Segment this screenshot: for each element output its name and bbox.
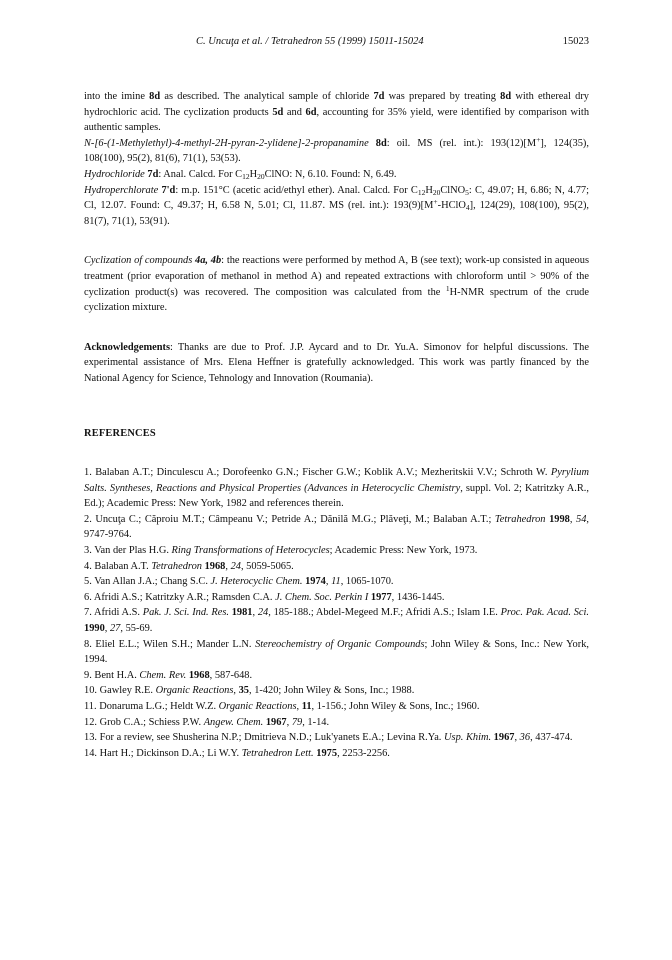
bold-run: 1968 [201,560,226,572]
text-run: , 9747-9764. [84,513,590,541]
text-run: ], 124(35), 108(100), 95(2), 81(6), 71(1), 53(53). [84,137,589,165]
reference-item [84,637,589,668]
text-run: and [283,106,306,118]
italic-run: Pak. J. Sci. Ind. Res. [142,607,229,619]
compound-label: 6d [305,106,317,118]
compound-label: 7d [147,168,159,180]
italic-run: Proc. Pak. Acad. Sci. [500,607,589,619]
text-run: , [252,607,258,619]
compound-label: 7d [373,91,385,102]
text-run: , 1436-1445. [391,591,445,603]
italic-run: 54 [576,513,587,525]
italic-run: 24 [230,560,241,572]
reference-item [84,730,589,746]
text-run: , [296,701,302,712]
running-head-citation: C. Uncuţa et al. / Tetrahedron 55 (1999) 15011-15024 [196,36,424,47]
text-run: , [286,716,292,728]
compound-name: Hydroperchlorate [84,184,159,196]
text-run: , 185-188.; Abdel-Megeed M.F.; Afridi A.S.; Islam I.E. [268,607,501,619]
reference-list [84,465,589,761]
text-run: 5. Van Allan J.A.; Chang S.C. [84,576,211,588]
italic-run: Pyrylium Salts. Syntheses, Reactions and Physical Properties (Advances in Heterocyclic Chemistry [84,467,589,494]
references-heading: REFERENCES [84,427,156,439]
italic-run: Angew. Chem. [203,716,264,728]
text-run: ; Academic Press: New York, 1973. [329,545,478,557]
compound-label: 5d [272,106,284,118]
text-run: , accounting for 35% yield, were identified by comparison with authentic samples. [84,106,590,134]
acknowledgements-heading: Acknowledgements [84,341,171,353]
reference-item [84,683,589,699]
text-run: 10. Gawley R.E. [84,685,156,697]
reference-item [84,699,589,715]
text-run: , 437-474. [530,732,573,744]
italic-heading: Cyclization of compounds [84,255,193,267]
compound-name: N-[6-(1-Methylethyl)-4-methyl-2H-pyran-2-ylidene]-2-propanamine [84,137,369,149]
text-run: ClNO [440,184,466,196]
text-run: 12. Grob C.A.; Schiess P.W. [84,716,204,728]
italic-run: Ring Transformations of Heterocycles [171,545,330,557]
text-run: as described. The analytical sample of chloride [160,91,374,102]
subscript: 4 [465,203,470,213]
text-run: into the imine [84,91,150,102]
italic-run: 24 [257,607,269,619]
subscript: 20 [257,171,265,181]
italic-run: Chem. Rev. [139,669,187,681]
italic-run: 36 [519,732,531,744]
text-run: , [514,732,520,744]
italic-run: Tetrahedron [151,560,202,572]
subscript: 5 [465,187,469,197]
paragraph-cyclization [84,253,589,315]
text-run: 3. Van der Plas H.G. [84,545,172,557]
text-run: , 55-69. [120,623,153,635]
page-number: 15023 [562,36,589,47]
spacer [84,387,589,411]
text-run: : the reactions were performed by method A, B (see text); work-up consisted in aqueous treatment (prior evaporation of methanol in method A) and repeated extractions with chloroform until > 90% of the cyclization product(s) was recovered. The composition was calculated from the [84,255,589,298]
reference-item [84,715,589,731]
italic-run: J. Chem. Soc. Perkin I [275,591,369,603]
spacer [84,411,589,426]
text-run: : C, 49.07; H, 6.86; N, 4.77; Cl, 12.07. Found: C, 49.37; H, 6.58 N, 5.01; Cl, 11.87. MS (rel. int.): 193(9)[M [84,184,589,212]
italic-run: Organic Reactions [155,685,234,697]
compound-label: 8d [375,137,387,149]
spacer [84,229,589,253]
compound-label: 8d [149,91,161,102]
reference-item [84,465,589,512]
text-run: , [569,513,577,525]
bold-run: 35 [238,685,249,697]
text-run: , [325,576,332,588]
text-run: 14. Hart H.; Dickinson D.A.; Li W.Y. [84,747,242,759]
text-run: H-NMR spectrum of the crude cyclization mixture. [84,286,589,314]
italic-run: Stereochemistry of Organic Compounds [255,638,425,650]
reference-item [84,590,589,606]
page-body [84,89,589,761]
text-run: , 1-156.; John Wiley & Sons, Inc.; 1960. [311,701,480,712]
paragraph-hydrochloride-7d [84,167,589,183]
text-run: H [249,168,258,180]
compound-label: 7'd [161,184,176,196]
text-run: , [233,685,239,697]
compound-name: Hydrochloride [84,168,145,180]
italic-run: J. Heterocyclic Chem. [210,576,303,588]
superscript: + [433,197,438,207]
subscript: 20 [432,187,441,197]
text-run: , 5059-5065. [240,560,294,572]
paragraph-imine-8d [84,89,589,136]
reference-item [84,668,589,684]
italic-run: Tetrahedron Lett. [241,747,314,759]
bold-run: 1990 [84,623,105,635]
text-run: ; John Wiley & Sons, Inc.: New York, 1994. [84,638,589,666]
text-run: 2. Uncuţa C.; Căproiu M.T.; Câmpeanu V.; Petride A.; Dănilă M.G.; Plăveţi, M.; Balaban A.T.; [84,513,495,525]
superscript: 1 [445,283,450,293]
bold-run: 1967 [263,716,287,728]
paragraph-compound-8d [84,136,589,167]
paragraph-acknowledgements [84,340,589,387]
bold-run: 1975 [313,747,338,759]
text-run: with ethereal dry hydrochloric acid. The cyclization products [84,91,589,118]
spacer [84,316,589,340]
text-run: , 1-14. [302,716,330,728]
text-run: ClNO: N, 6.10. Found: N, 6.49. [264,168,397,180]
reference-item [84,746,589,762]
spacer [84,441,589,465]
superscript: + [536,134,541,144]
text-run: , 2253-2256. [337,747,390,759]
bold-run: 1981 [228,607,253,619]
text-run: 13. For a review, see Shusherina N.P.; Dmitrieva N.D.; Luk'yanets E.A.; Levina R.Ya. [84,732,445,744]
text-run: 7. Afridi A.S. [84,607,143,619]
reference-item [84,559,589,575]
text-run: 8. Eliel E.L.; Wilen S.H.; Mander L.N. [84,638,256,650]
text-run: : Anal. Calcd. For C [158,168,243,180]
text-run: , [104,623,110,635]
text-run: -HClO [437,200,466,212]
text-run: 1. Balaban A.T.; Dinculescu A.; Dorofeenko G.N.; Fischer G.W.; Koblik A.V.; Mezheritskii V.V.; Schroth W. [84,467,551,479]
text-run: 9. Bent H.A. [84,669,140,681]
bold-run: 1967 [491,732,515,744]
reference-item [84,543,589,559]
subscript: 12 [242,171,250,181]
bold-run: 1977 [368,591,392,603]
text-run: was prepared by treating [384,91,501,102]
text-run: : m.p. 151°C (acetic acid/ethyl ether). Anal. Calcd. For C [175,184,418,196]
text-run: , [225,560,231,572]
reference-item [84,512,589,543]
text-run: 4. Balaban A.T. [84,560,152,572]
italic-run: Tetrahedron [494,513,546,525]
text-run: ], 124(29), 108(100), 95(2), 81(7), 71(1), 53(91). [84,200,590,227]
compound-label: 4a, 4b [195,255,222,267]
subscript: 12 [417,187,426,197]
reference-item [84,605,589,636]
italic-run: 27 [109,623,121,635]
paragraph-hydroperchlorate-7pd [84,183,589,230]
text-run: : Thanks are due to Prof. J.P. Aycard and to Dr. Yu.A. Simonov for helpful discussions. The experimental assistance of Mrs. Elena Heffner is gratefully acknowledged. This work was partly financed by the National Agency for Science, Tehnology and Innovation (Roumania). [84,341,589,384]
italic-run: 79 [291,716,303,728]
italic-run: 11 [331,576,341,588]
text-run: , 1065-1070. [340,576,394,588]
text-run: , suppl. Vol. 2; Katritzky A.R., Ed.); Academic Press: New York, 1982 and references therein. [84,482,589,510]
compound-label: 8d [500,91,512,102]
text-run: 11. Donaruma L.G.; Heldt W.Z. [84,701,219,712]
bold-run: 1998 [545,513,570,525]
text-run: 6. Afridi A.S.; Katritzky A.R.; Ramsden C.A. [84,591,276,603]
reference-item [84,574,589,590]
italic-run: Organic Reactions [218,701,297,712]
text-run: H [425,184,433,196]
bold-run: 11 [301,701,312,712]
bold-run: 1974 [302,576,326,588]
bold-run: 1968 [186,669,210,681]
text-run: , 587-648. [209,669,253,681]
text-run: : oil. MS (rel. int.): 193(12)[M [386,137,537,149]
text-run: , 1-420; John Wiley & Sons, Inc.; 1988. [249,685,415,697]
italic-run: Usp. Khim. [444,732,492,744]
